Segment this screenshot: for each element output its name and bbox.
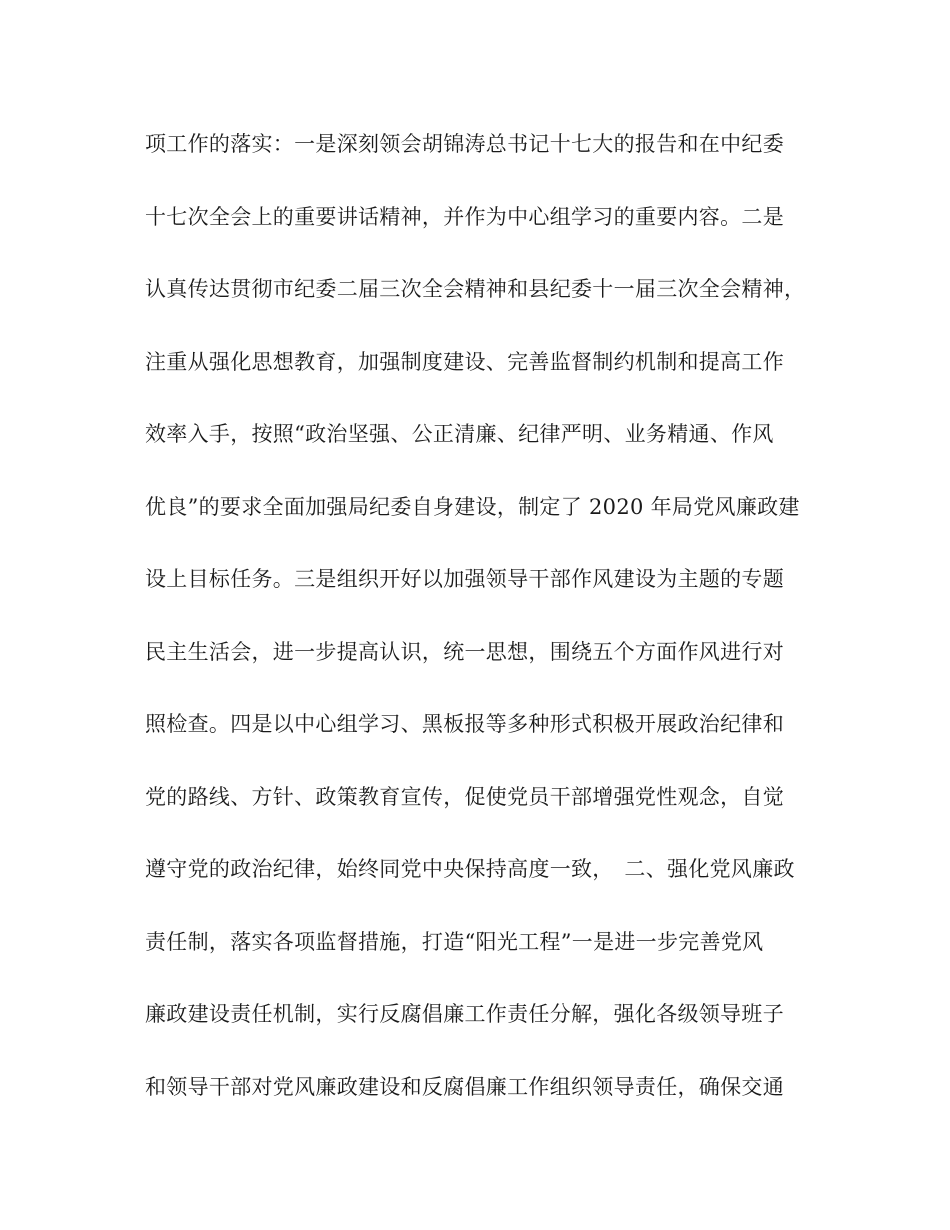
text-line: 认真传达贯彻市纪委二届三次全会精神和县纪委十一届三次全会精神， — [145, 277, 806, 301]
body-paragraph — [145, 128, 815, 1143]
text-line: 设上目标任务。三是组织开好以加强领导干部作风建设为主题的专题 — [145, 567, 784, 591]
text-line: 注重从强化思想教育，加强制度建设、完善监督制约机制和提高工作 — [145, 349, 784, 374]
text-line: 民主生活会，进一步提高认识，统一思想，围绕五个方面作风进行对 — [145, 639, 784, 664]
text-line: 党的路线、方针、政策教育宣传，促使党员干部增强党性观念，自觉 — [145, 784, 784, 809]
text-line: 廉政建设责任机制，实行反腐倡廉工作责任分解，强化各级领导班子 — [145, 1002, 784, 1026]
text-line: 照检查。四是以中心组学习、黑板报等多种形式积极开展政治纪律和 — [145, 712, 784, 736]
text-line: 十七次全会上的重要讲话精神，并作为中心组学习的重要内容。二是 — [145, 204, 784, 229]
text-line: 项工作的落实：一是深刻领会胡锦涛总书记十七大的报告和在中纪委 — [145, 132, 784, 156]
text-line: 和领导干部对党风廉政建设和反腐倡廉工作组织领导责任，确保交通 — [145, 1074, 784, 1099]
text-line: 优良”的要求全面加强局纪委自身建设，制定了 2020 年局党风廉政建 — [145, 494, 800, 519]
text-line: 效率入手，按照“政治坚强、公正清廉、纪律严明、业务精通、作风 — [145, 422, 774, 446]
text-line: 遵守党的政治纪律，始终同党中央保持高度一致， 二、强化党风廉政 — [145, 857, 795, 881]
text-line: 责任制，落实各项监督措施，打造“阳光工程”一是进一步完善党风 — [145, 929, 764, 954]
